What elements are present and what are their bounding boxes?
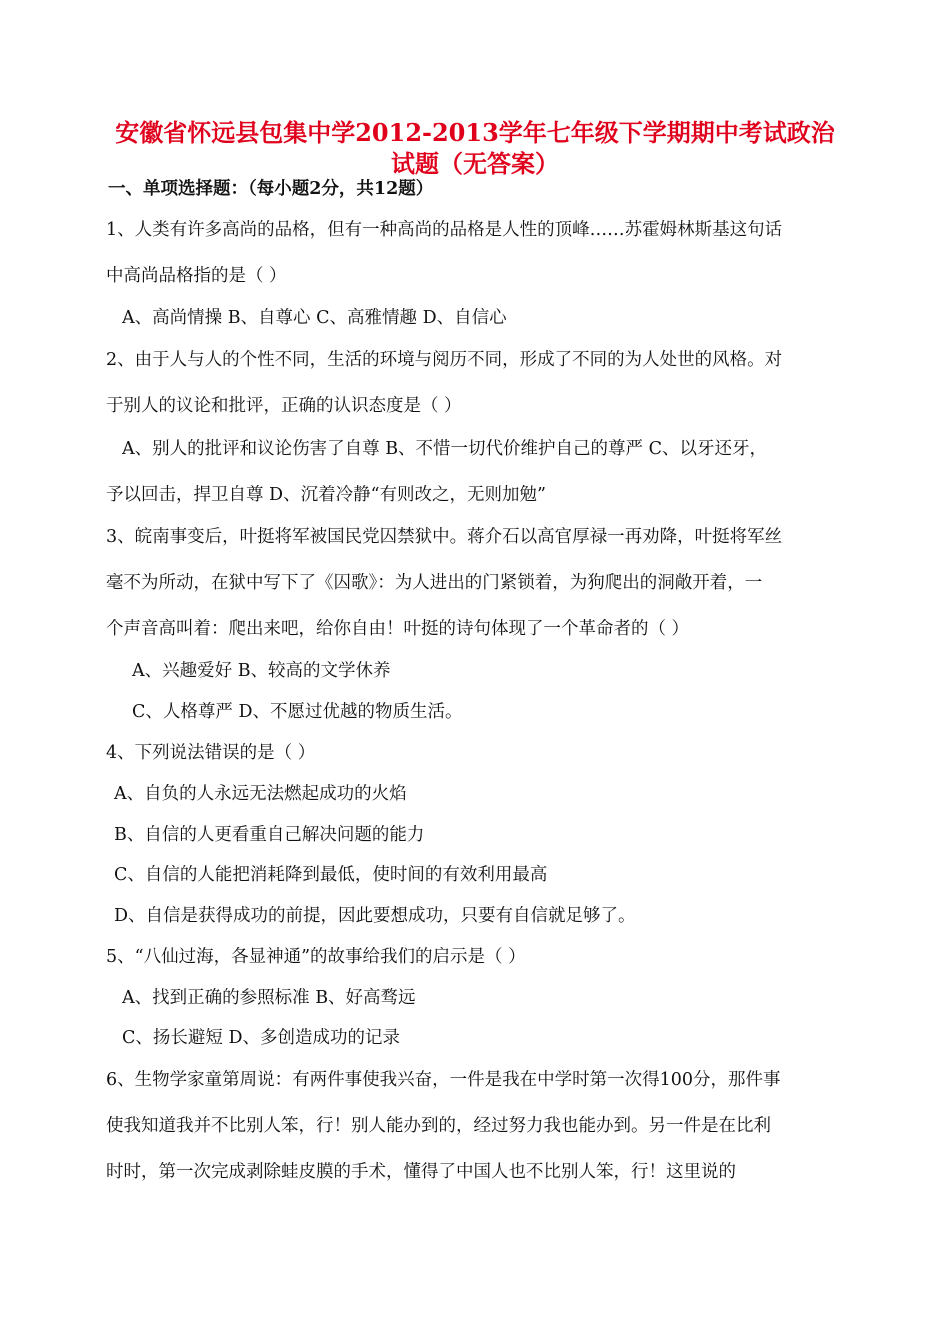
q4-option-b: B、自信的人更看重自己解决问题的能力 [114, 825, 425, 845]
q3-text-line1: 3、皖南事变后，叶挺将军被国民党囚禁狱中。蒋介石以高官厚禄一再劝降，叶挺将军丝 [106, 527, 783, 547]
page-title-line1: 安徽省怀远县包集中学2012-2013学年七年级下学期期中考试政治 [115, 118, 835, 147]
q4-option-a: A、自负的人永远无法燃起成功的火焰 [114, 784, 407, 804]
q6-text-line3: 时时，第一次完成剥除蛙皮膜的手术，懂得了中国人也不比别人笨，行！这里说的 [106, 1162, 736, 1182]
q2-text-line2: 于别人的议论和批评，正确的认识态度是（ ） [106, 396, 462, 416]
q1-text-line2: 中高尚品格指的是（ ） [106, 266, 287, 286]
q3-text-line2: 毫不为所动，在狱中写下了《囚歌》：为人进出的门紧锁着，为狗爬出的洞敞开着，一 [106, 573, 763, 593]
q1-text-line1: 1、人类有许多高尚的品格，但有一种高尚的品格是人性的顶峰……苏霍姆林斯基这句话 [106, 220, 783, 240]
q6-text-line2: 使我知道我并不比别人笨，行！别人能办到的，经过努力我也能办到。另一件是在比利 [106, 1116, 771, 1136]
q2-options-line2: 予以回击，捍卫自尊 D、沉着冷静“有则改之，无则加勉” [106, 485, 546, 505]
q2-text-line1: 2、由于人与人的个性不同，生活的环境与阅历不同，形成了不同的为人处世的风格。对 [106, 350, 783, 370]
q1-options: A、高尚情操 B、自尊心 C、高雅情趣 D、自信心 [122, 308, 507, 328]
q5-options-line1: A、找到正确的参照标准 B、好高骛远 [122, 988, 416, 1008]
q3-options-line1: A、兴趣爱好 B、较高的文学休养 [132, 661, 391, 681]
q2-options-line1: A、别人的批评和议论伤害了自尊 B、不惜一切代价维护自己的尊严 C、以牙还牙， [122, 439, 768, 459]
q4-text-line1: 4、下列说法错误的是（ ） [106, 743, 316, 763]
q4-option-d: D、自信是获得成功的前提，因此要想成功，只要有自信就足够了。 [114, 906, 636, 926]
q5-options-line2: C、扬长避短 D、多创造成功的记录 [122, 1028, 400, 1048]
q3-text-line3: 个声音高叫着：爬出来吧，给你自由！叶挺的诗句体现了一个革命者的（ ） [106, 619, 690, 639]
q6-text-line1: 6、生物学家童第周说：有两件事使我兴奋，一件是我在中学时第一次得100分，那件事 [106, 1070, 781, 1090]
q4-option-c: C、自信的人能把消耗降到最低，使时间的有效利用最高 [114, 865, 548, 885]
q5-text-line1: 5、“八仙过海，各显神通”的故事给我们的启示是（ ） [106, 947, 526, 967]
section-heading: 一、单项选择题：（每小题2分，共12题） [108, 179, 434, 199]
page-title-line2: 试题（无答案） [391, 149, 559, 178]
q3-options-line2: C、人格尊严 D、不愿过优越的物质生活。 [132, 702, 463, 722]
